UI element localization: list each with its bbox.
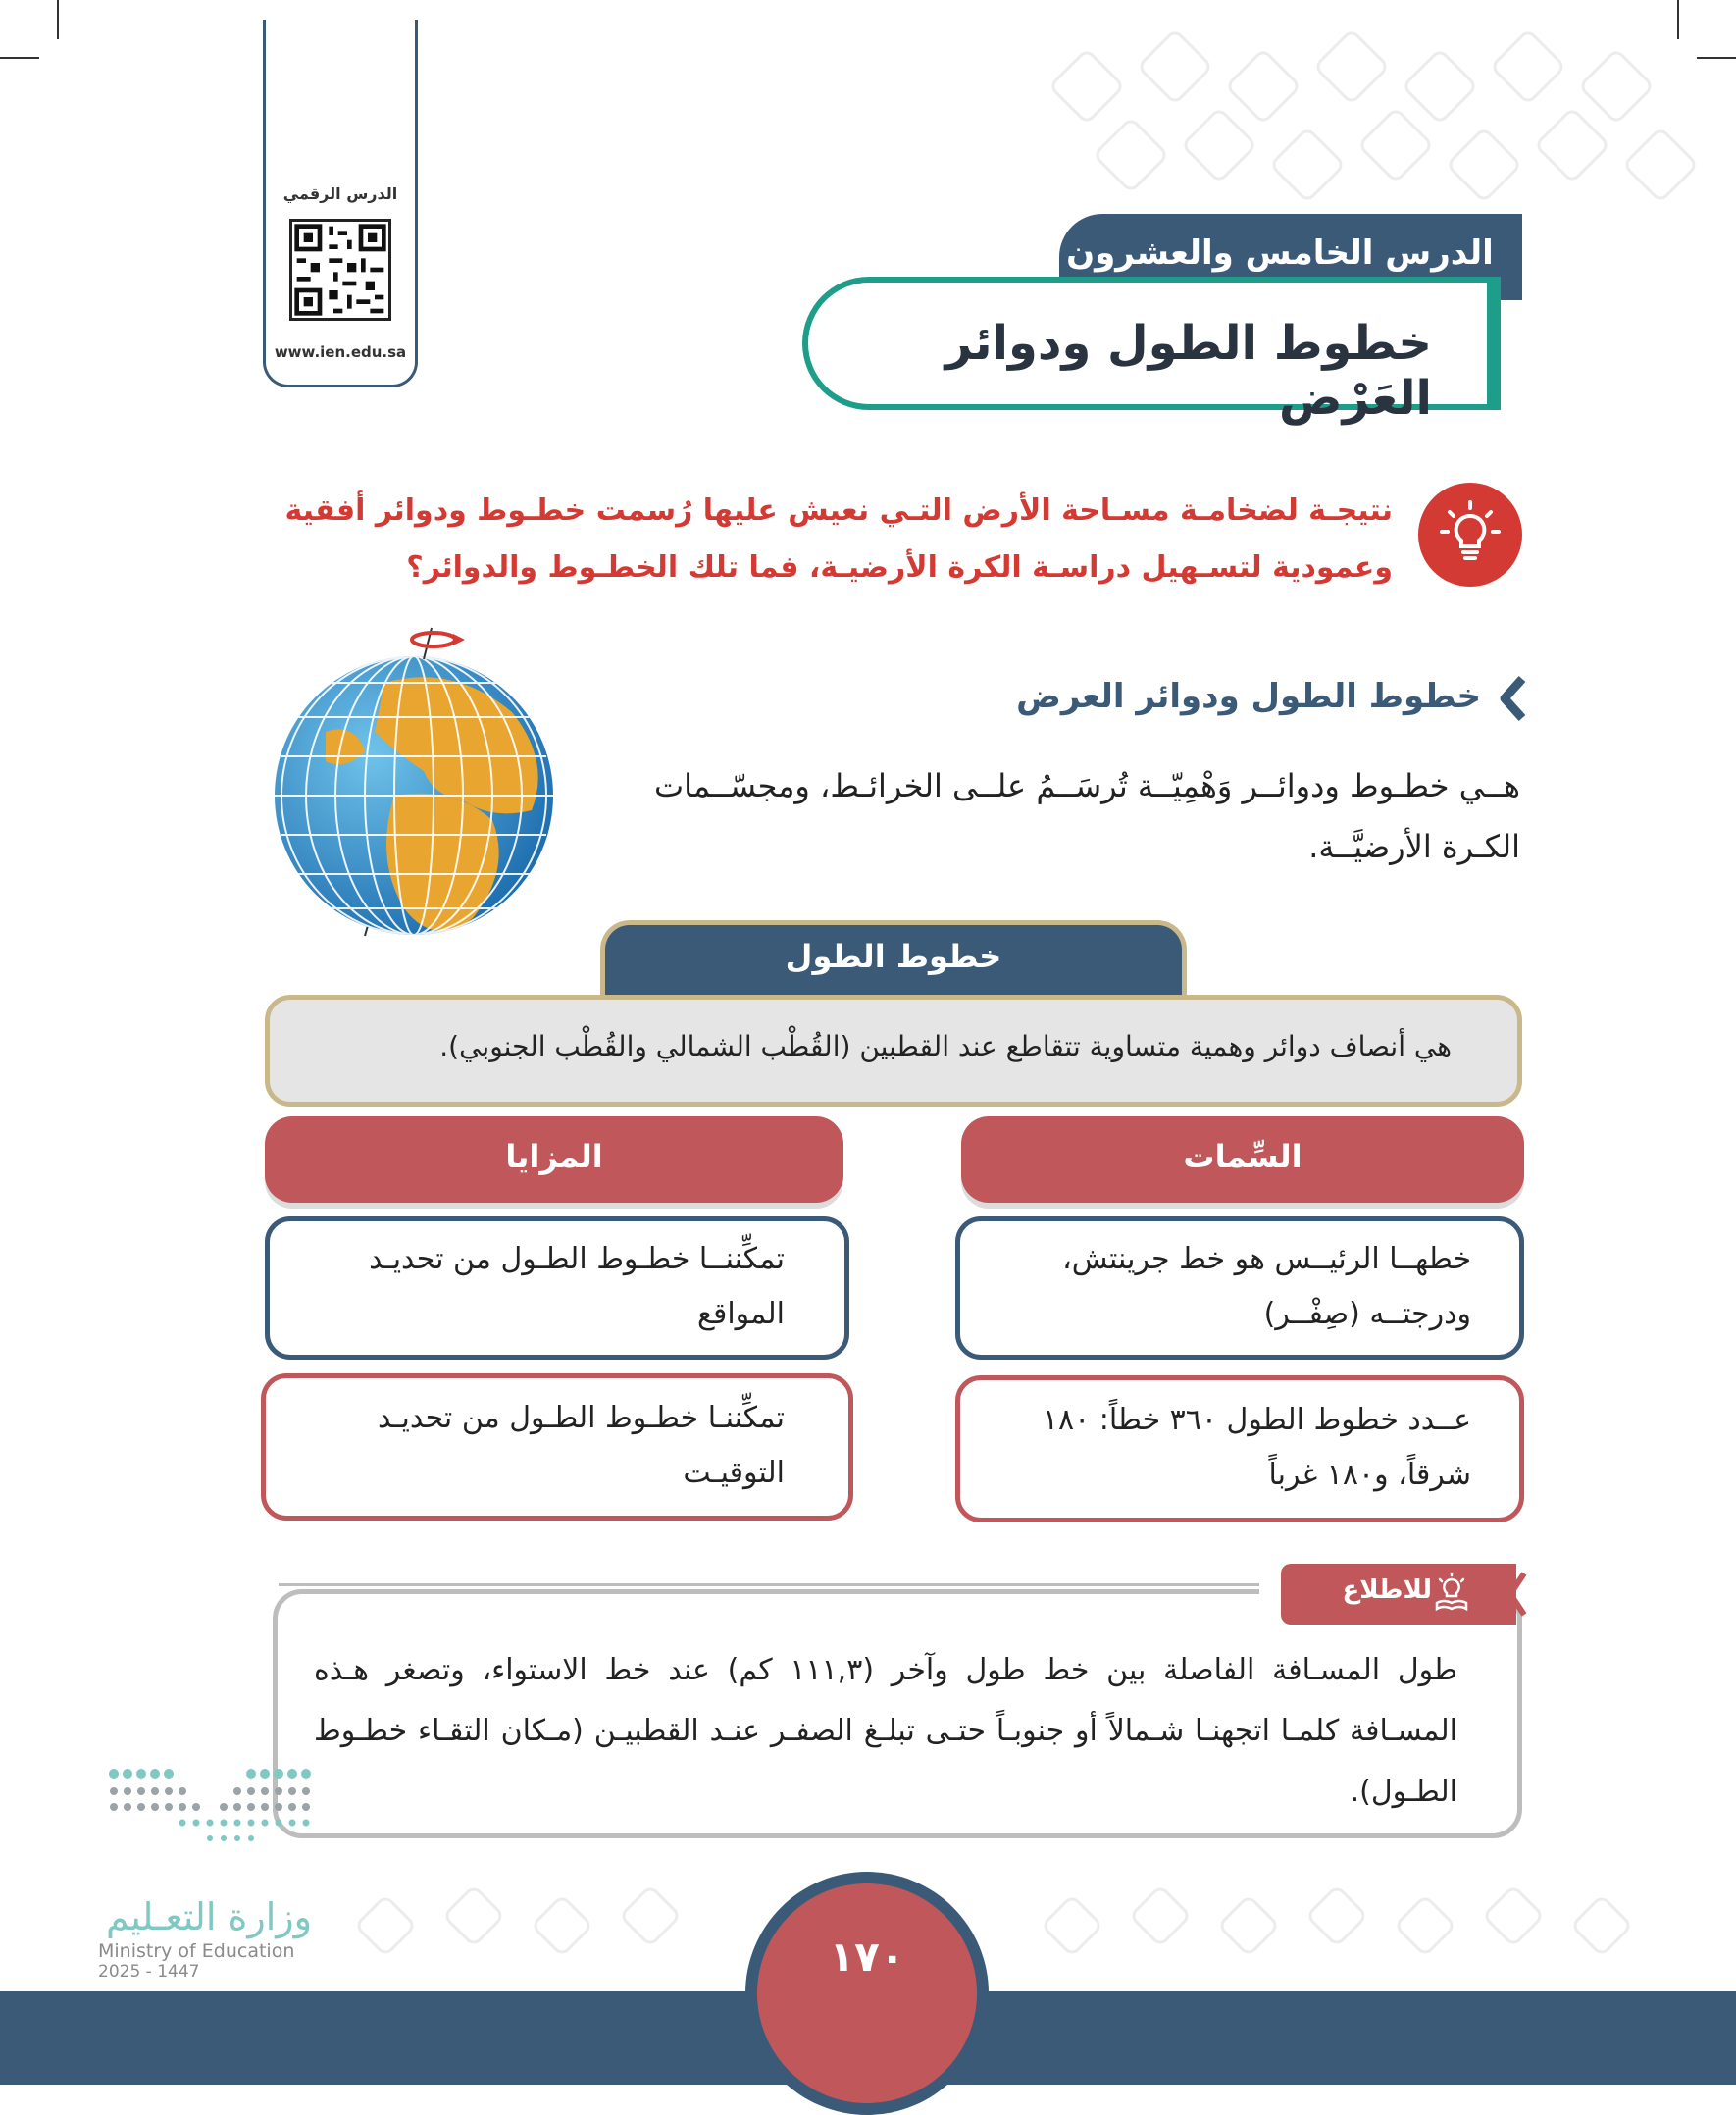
features-label: السِّمات xyxy=(1183,1138,1302,1175)
lightbulb-book-icon xyxy=(1434,1573,1469,1613)
section-definition: هــي خطـوط ودوائــر وَهْمِيّــة تُرسَــمُ علــى الخرائـط، ومجسّــمات الكـرة الأرضيَّــة. xyxy=(653,767,1520,865)
chevron-left-icon xyxy=(1491,675,1528,722)
digital-lesson-card[interactable] xyxy=(263,20,418,387)
digital-lesson-url[interactable]: www.ien.edu.sa xyxy=(274,343,407,361)
advantages-label: المزايا xyxy=(505,1138,603,1175)
info-label: للاطلاع xyxy=(1342,1575,1432,1605)
info-text: طول المسـافة الفاصلة بين خط طول وآخر (١١١,٣ كم) عند خط الاستواء، وتصغر هـذه المسـافة كلمـا اتجهنـا شـمالاً أو جنوبـاً حتـى تبلـغ الصفـر عنـد القطبيـن (مـكان التقـاء خطـوط الطـول). xyxy=(314,1653,1457,1809)
lightbulb-icon xyxy=(1418,483,1522,587)
advantage-text: تمكِّننـا خطـوط الطـول من تحديـد التوقيـت xyxy=(377,1401,785,1490)
ministry-logo-icon xyxy=(104,1764,314,1844)
idea-badge xyxy=(1418,483,1522,587)
intro-question: نتيجـة لضخامـة مسـاحة الأرض التـي نعيش عليها رُسمت خطـوط ودوائر أفقية وعمودية لتسـهيل دراسـة الكرة الأرضيـة، فما تلك الخطـوط والدوائر؟ xyxy=(284,493,1393,585)
page-number: ١٧٠ xyxy=(829,1933,905,1981)
globe-illustration xyxy=(267,624,561,938)
feature-text: عــدد خطوط الطول ٣٦٠ خطاً: ١٨٠ شرقاً، و١٨٠ غرباً xyxy=(1042,1403,1471,1492)
crop-mark xyxy=(0,57,39,59)
crop-mark xyxy=(57,0,59,39)
ministry-name-arabic: وزارة التعـليم xyxy=(105,1895,312,1938)
background-pattern xyxy=(1020,20,1726,216)
page-number-badge xyxy=(757,1883,977,2103)
double-chevron-left-icon xyxy=(1489,1564,1528,1625)
digital-lesson-label: الدرس الرقمي xyxy=(282,184,398,203)
ministry-year: 2025 - 1447 xyxy=(98,1962,200,1982)
info-box-top-line xyxy=(279,1583,1259,1586)
longitude-definition: هي أنصاف دوائر وهمية متساوية تتقاطع عند القطبين (القُطْب الشمالي والقُطْب الجنوبي). xyxy=(439,1030,1452,1062)
qr-code-icon[interactable] xyxy=(289,219,391,321)
section-heading: خطوط الطول ودوائر العرض xyxy=(1016,677,1481,716)
advantage-text: تمكِّننــا خطـوط الطـول من تحديـد المواقع xyxy=(369,1242,785,1331)
lesson-title-accent xyxy=(1487,277,1501,410)
longitude-title: خطوط الطول xyxy=(785,938,1002,975)
feature-text: خطهــا الرئيــس هو خط جرينتش، ودرجتــه (صِفْــر) xyxy=(1062,1242,1471,1331)
lesson-number: الدرس الخامس والعشرون xyxy=(1066,233,1494,273)
lesson-title: خطوط الطول ودوائر العَرْض xyxy=(945,316,1432,426)
ministry-name-english: Ministry of Education xyxy=(98,1940,295,1962)
